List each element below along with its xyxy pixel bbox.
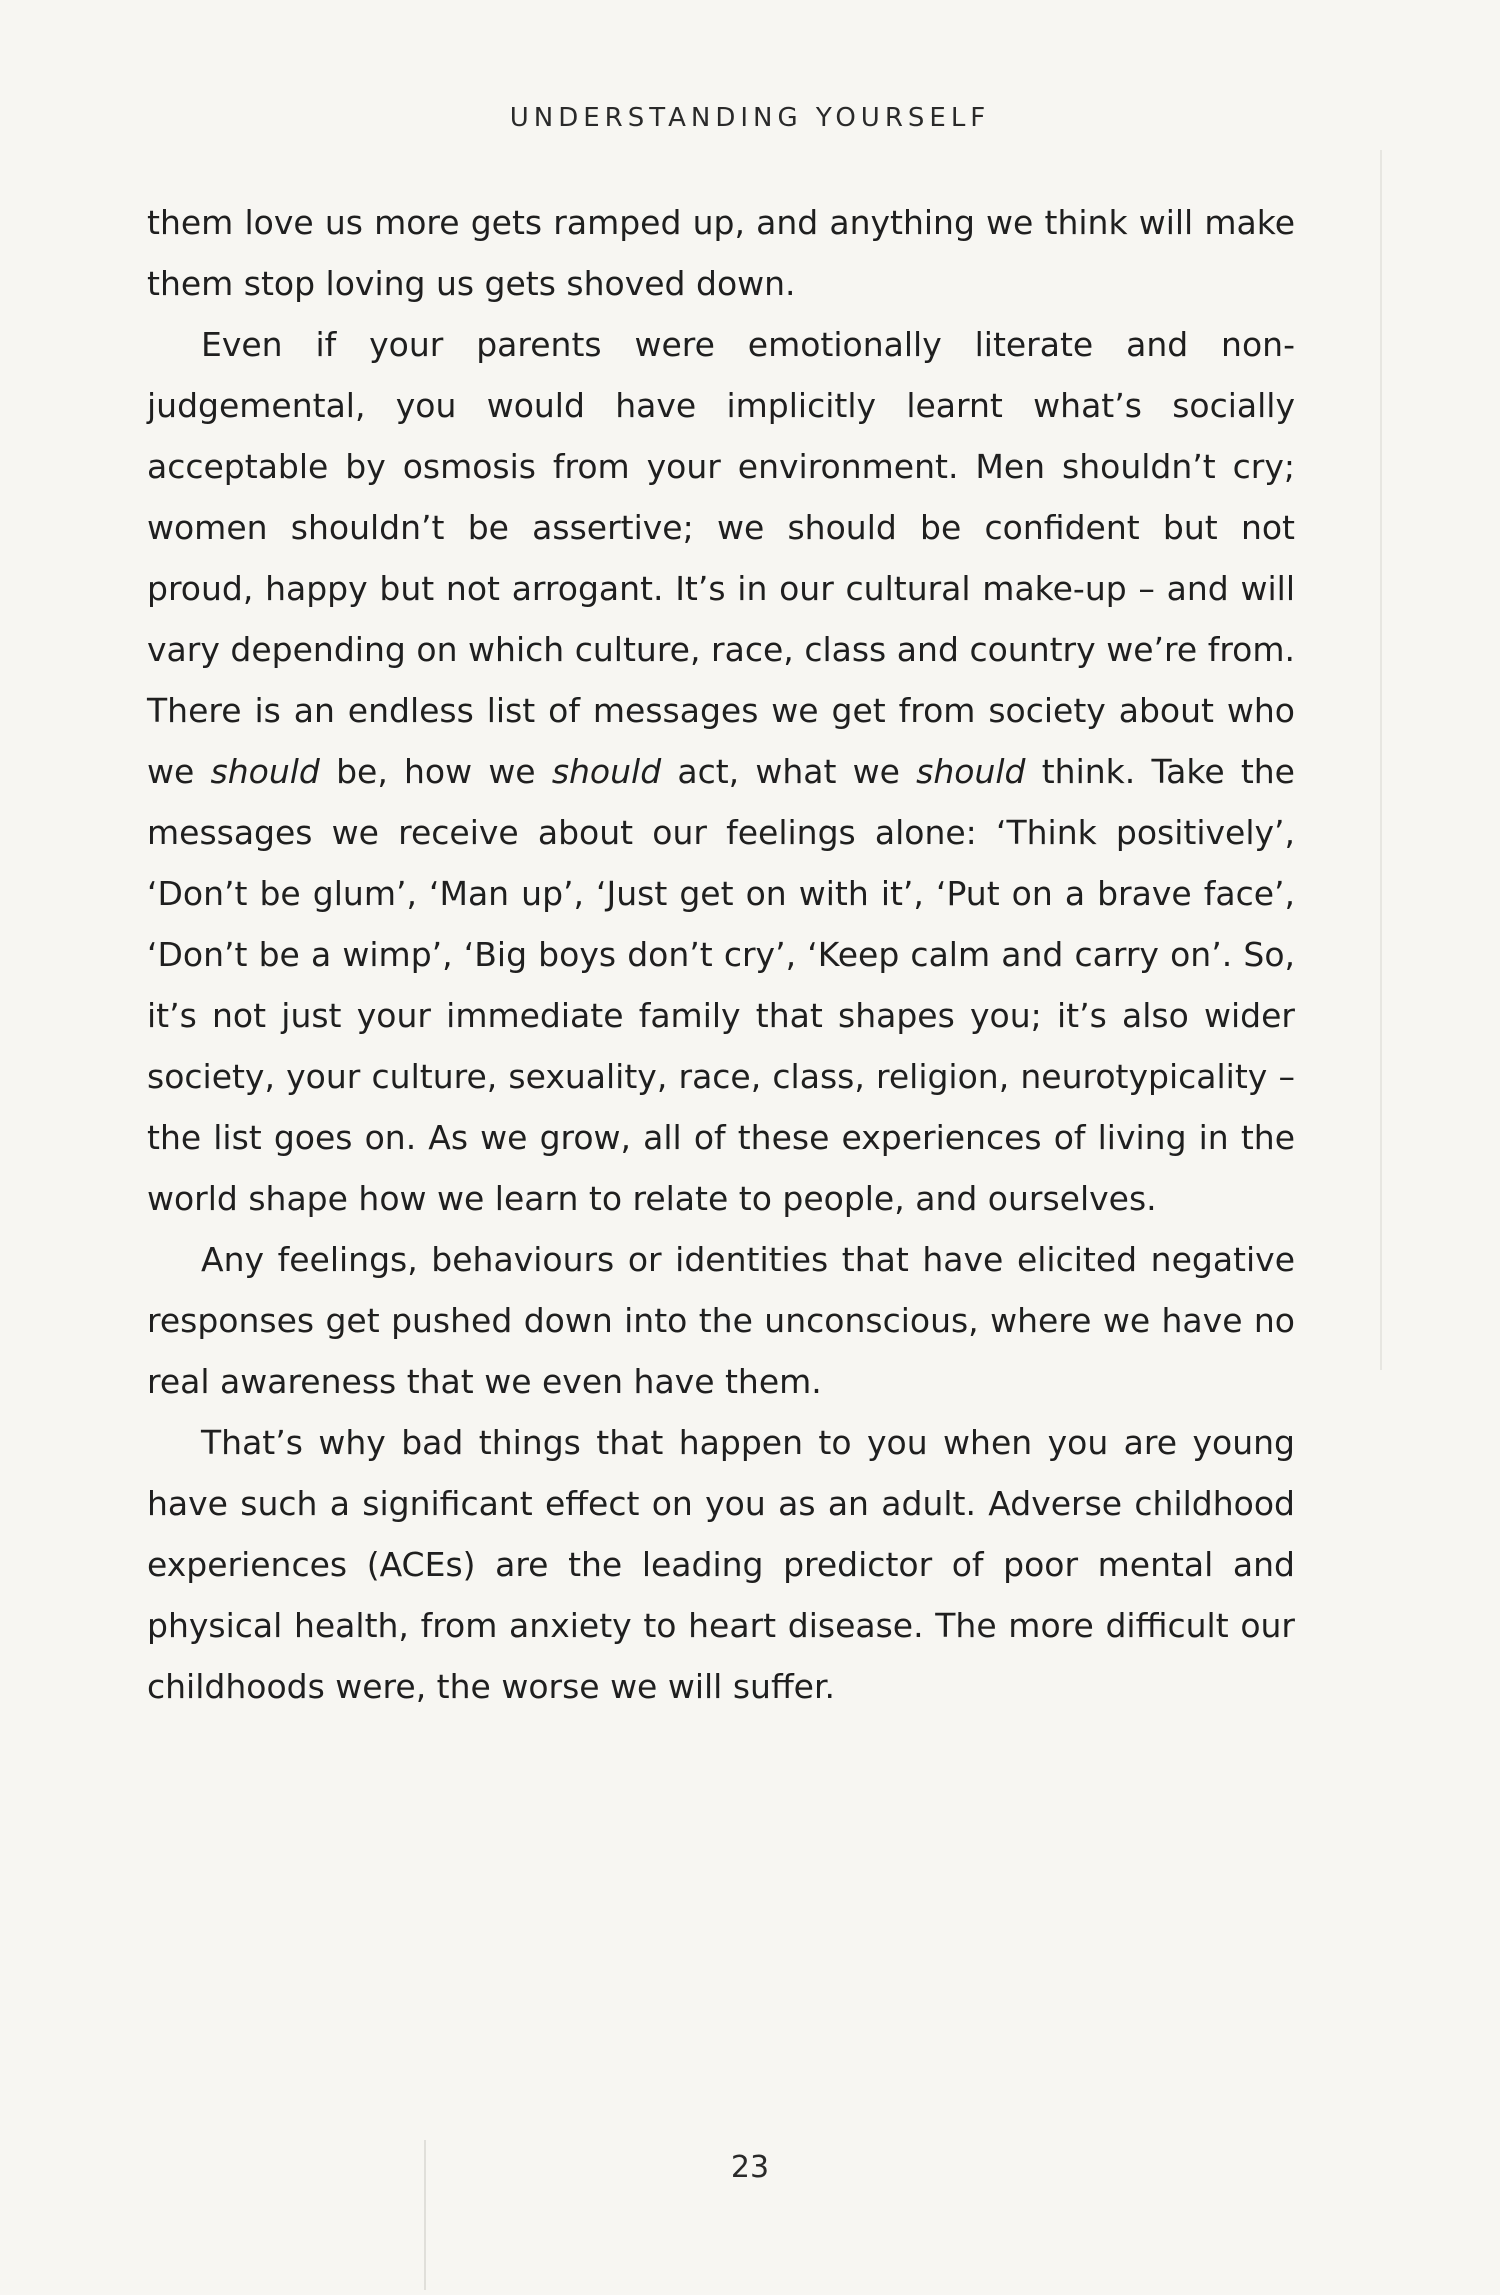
paragraph-text: act, what we [661, 752, 917, 791]
paragraph-aces [147, 1412, 1295, 1717]
emphasis-should: should [916, 752, 1026, 791]
emphasis-should: should [210, 752, 320, 791]
scan-artifact-line [424, 2140, 426, 2290]
emphasis-should: should [551, 752, 662, 791]
page-number: 23 [730, 2150, 770, 2185]
paragraph-text: think. Take the messages we receive about our feelings alone: ‘Think positively’, ‘Don’t be glum’, ‘Man up’, ‘Just get on with it’, ‘Put on a brave face’, ‘Don’t be a wimp’, ‘Big boys don’t cry’, ‘Keep calm and carry on’. So, it’s not just your immediate family that shapes you; it’s also wider society, your culture, sexuality, race, class, religion, neurotypicality – the list goes on. As we grow, all of these experiences of living in the world shape how we learn to relate to people, and ourselves. [147, 752, 1295, 1218]
paragraph-text: Any feelings, behaviours or identities that have elicited negative responses get pushed down into the unconscious, where we have no real awareness that we even have them. [147, 1240, 1295, 1401]
paragraph-social-messages [147, 314, 1295, 1229]
paragraph-text: Even if your parents were emotionally literate and non-judgemental, you would have implicitly learnt what’s socially acceptable by osmosis from your environment. Men shouldn’t cry; women shouldn’t be assertive; we should be confident but not proud, happy but not arrogant. It’s in our cultural make-up – and will vary depending on which culture, race, class and country we’re from. There is an endless list of messages we get from society about who we [147, 325, 1295, 791]
paragraph-text: be, how we [319, 752, 552, 791]
body-text [147, 192, 1295, 1717]
paragraph-text: That’s why bad things that happen to you when you are young have such a significant effect on you as an adult. Adverse childhood experiences (ACEs) are the leading predictor of poor mental and physical health, from anxiety to heart disease. The more difficult our childhoods were, the worse we will suffer. [147, 1423, 1295, 1706]
paragraph-text: them love us more gets ramped up, and anything we think will make them stop loving us gets shoved down. [147, 203, 1295, 303]
running-head: UNDERSTANDING YOURSELF [509, 103, 991, 133]
scan-artifact-line [1380, 150, 1382, 1370]
paragraph-continuation [147, 192, 1295, 314]
paragraph-unconscious [147, 1229, 1295, 1412]
